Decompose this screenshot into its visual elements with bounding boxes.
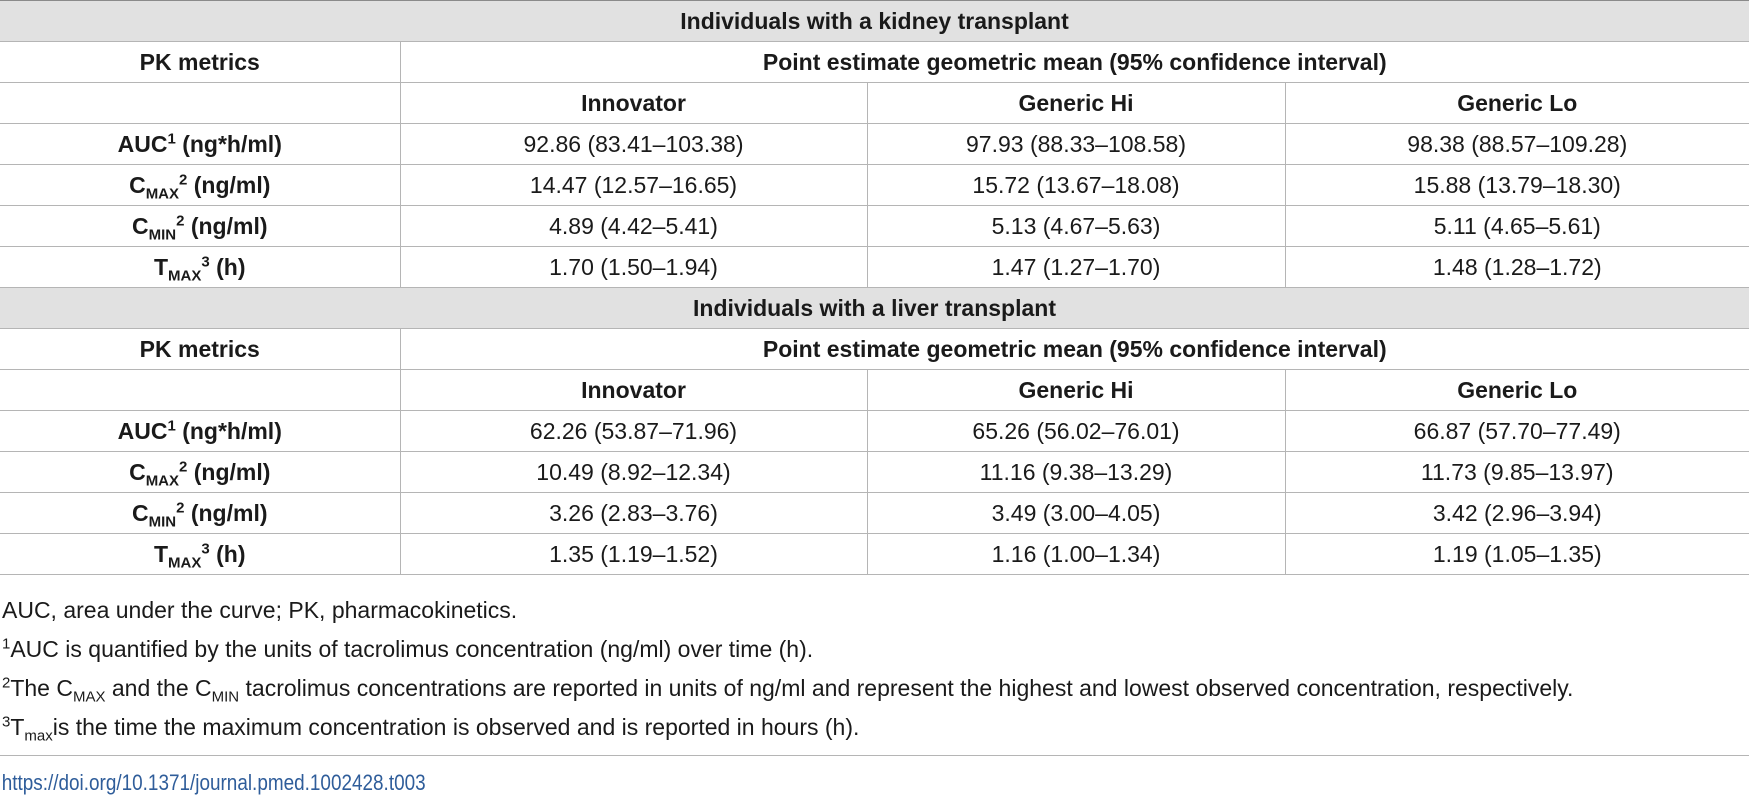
metric-footnote-marker: 2: [176, 211, 185, 229]
value-cell: 4.89 (4.42–5.41): [400, 206, 867, 247]
value-cell: 10.49 (8.92–12.34): [400, 452, 867, 493]
metric-footnote-marker: 3: [201, 252, 210, 270]
value-cell: 1.35 (1.19–1.52): [400, 534, 867, 575]
value-cell: 5.11 (4.65–5.61): [1285, 206, 1749, 247]
footnote-1-marker: 1: [2, 635, 11, 653]
column-header: Generic Lo: [1285, 370, 1749, 411]
footnotes: [0, 575, 1749, 747]
footnote-2-text-a: The C: [10, 675, 73, 701]
group-title-row: [0, 1, 1749, 42]
metric-footnote-marker: 3: [201, 539, 210, 557]
footnote-2-sub-max: MAX: [72, 688, 106, 706]
table-row: [0, 165, 1749, 206]
value-cell: 3.42 (2.96–3.94): [1285, 493, 1749, 534]
metric-column-header: PK metrics: [0, 329, 400, 370]
value-cell: 1.70 (1.50–1.94): [400, 247, 867, 288]
footnote-3-text-b: is the time the maximum concentration is observed and is reported in hours (h).: [52, 714, 860, 740]
footnote-2-text-b: and the C: [105, 675, 212, 701]
value-cell: 14.47 (12.57–16.65): [400, 165, 867, 206]
value-cell: 3.49 (3.00–4.05): [867, 493, 1285, 534]
metric-footnote-marker: 1: [167, 129, 176, 147]
empty-cell: [0, 370, 400, 411]
footnote-2-marker: 2: [2, 674, 11, 692]
metric-subscript: MIN: [148, 226, 177, 244]
estimate-column-header: Point estimate geometric mean (95% confidence interval): [400, 42, 1749, 83]
metric-name: C: [131, 499, 149, 526]
column-header: Generic Lo: [1285, 83, 1749, 124]
column-header: Innovator: [400, 370, 867, 411]
value-cell: 11.16 (9.38–13.29): [867, 452, 1285, 493]
column-header: Generic Hi: [867, 83, 1285, 124]
header-row: [0, 329, 1749, 370]
footnote-3: [2, 708, 1749, 747]
estimate-column-header: Point estimate geometric mean (95% confidence interval): [400, 329, 1749, 370]
metric-name: AUC: [117, 417, 168, 444]
value-cell: 11.73 (9.85–13.97): [1285, 452, 1749, 493]
value-cell: 98.38 (88.57–109.28): [1285, 124, 1749, 165]
column-header: Generic Hi: [867, 370, 1285, 411]
metric-column-header: PK metrics: [0, 42, 400, 83]
group-title: Individuals with a kidney transplant: [0, 1, 1749, 42]
metric-footnote-marker: 1: [167, 416, 176, 434]
metric-unit: (ng/ml): [184, 499, 268, 526]
metric-name: C: [129, 458, 146, 485]
footnote-2-sub-min: MIN: [211, 688, 240, 706]
metric-unit: (h): [209, 253, 246, 280]
value-cell: 65.26 (56.02–76.01): [867, 411, 1285, 452]
footnote-3-sub-max: max: [24, 727, 53, 745]
table-row: [0, 493, 1749, 534]
metric-name: C: [131, 212, 149, 239]
metric-unit: (ng*h/ml): [175, 130, 282, 157]
value-cell: 15.88 (13.79–18.30): [1285, 165, 1749, 206]
value-cell: 3.26 (2.83–3.76): [400, 493, 867, 534]
metric-cell: [0, 411, 400, 452]
metric-cell: [0, 247, 400, 288]
column-header: Innovator: [400, 83, 867, 124]
metric-name: C: [129, 171, 146, 198]
metric-name: T: [153, 253, 169, 280]
metric-footnote-marker: 2: [179, 457, 188, 475]
subheader-row: [0, 370, 1749, 411]
metric-subscript: MAX: [168, 554, 202, 572]
metric-unit: (ng*h/ml): [175, 417, 282, 444]
footnote-3-marker: 3: [2, 713, 11, 731]
metric-footnote-marker: 2: [176, 498, 185, 516]
metric-subscript: MIN: [148, 513, 177, 531]
table-row: [0, 206, 1749, 247]
value-cell: 92.86 (83.41–103.38): [400, 124, 867, 165]
metric-cell: [0, 534, 400, 575]
metric-unit: (ng/ml): [187, 171, 271, 198]
empty-cell: [0, 83, 400, 124]
metric-cell: [0, 165, 400, 206]
footnote-1: [2, 630, 1749, 669]
value-cell: 1.48 (1.28–1.72): [1285, 247, 1749, 288]
metric-cell: [0, 124, 400, 165]
table-row: [0, 247, 1749, 288]
metric-unit: (h): [209, 540, 246, 567]
doi-link[interactable]: https://doi.org/10.1371/journal.pmed.1002428.t003: [1, 770, 426, 795]
subheader-row: [0, 83, 1749, 124]
group-title: Individuals with a liver transplant: [0, 288, 1749, 329]
value-cell: 5.13 (4.67–5.63): [867, 206, 1285, 247]
metric-unit: (ng/ml): [187, 458, 271, 485]
footnote-abbreviations: AUC, area under the curve; PK, pharmacokinetics.: [2, 597, 518, 623]
value-cell: 15.72 (13.67–18.08): [867, 165, 1285, 206]
value-cell: 1.16 (1.00–1.34): [867, 534, 1285, 575]
footnote-2: [2, 669, 1749, 708]
metric-cell: [0, 206, 400, 247]
metric-cell: [0, 452, 400, 493]
footnote-3-text-a: T: [10, 714, 25, 740]
metric-name: T: [153, 540, 169, 567]
value-cell: 1.19 (1.05–1.35): [1285, 534, 1749, 575]
footnote-1-text: AUC is quantified by the units of tacrolimus concentration (ng/ml) over time (h).: [10, 636, 814, 662]
group-title-row: [0, 288, 1749, 329]
table-row: [0, 452, 1749, 493]
table-row: [0, 124, 1749, 165]
metric-unit: (ng/ml): [184, 212, 268, 239]
value-cell: 1.47 (1.27–1.70): [867, 247, 1285, 288]
footnote-2-text-c: tacrolimus concentrations are reported in units of ng/ml and represent the highest and lowest observed concentration, respectively.: [239, 675, 1574, 701]
value-cell: 62.26 (53.87–71.96): [400, 411, 867, 452]
value-cell: 97.93 (88.33–108.58): [867, 124, 1285, 165]
table-row: [0, 411, 1749, 452]
metric-subscript: MAX: [145, 185, 180, 203]
pk-table-body: [0, 1, 1749, 575]
metric-cell: [0, 493, 400, 534]
metric-footnote-marker: 2: [179, 170, 188, 188]
metric-subscript: MAX: [168, 267, 202, 285]
metric-subscript: MAX: [145, 472, 180, 490]
value-cell: 66.87 (57.70–77.49): [1285, 411, 1749, 452]
header-row: [0, 42, 1749, 83]
metric-name: AUC: [117, 130, 168, 157]
table-row: [0, 534, 1749, 575]
